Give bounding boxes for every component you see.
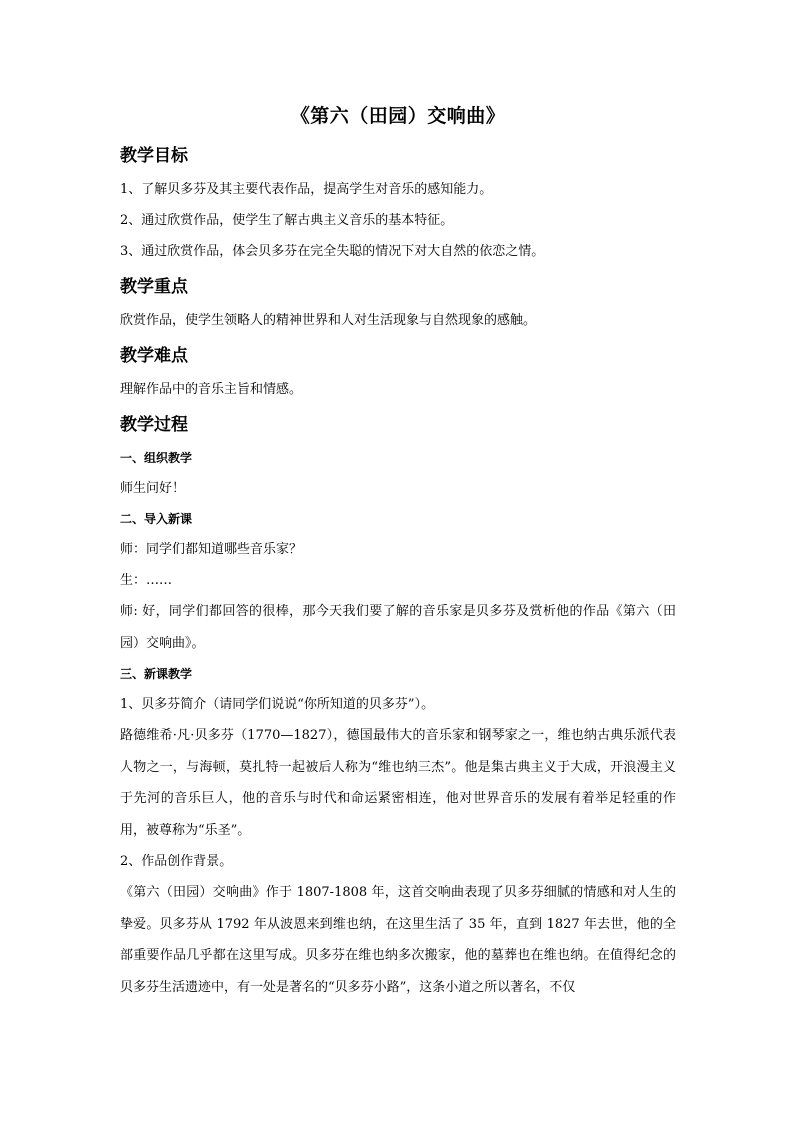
dialogue-line: 师：同学们都知道哪些音乐家？ (120, 542, 303, 557)
background-title: 2、作品创作背景。 (120, 854, 233, 869)
step-organize-text: 师生问好！ (120, 481, 186, 496)
heading-teaching-difficulty: 教学难点 (120, 346, 188, 366)
beethoven-intro-title: 1、贝多芬简介（请同学们说说“你所知道的贝多芬”）。 (120, 697, 435, 712)
step-organize-title: 一、组织教学 (120, 451, 193, 465)
goal-item: 3、通过欣赏作品，体会贝多芬在完全失聪的情况下对大自然的依恋之情。 (120, 244, 545, 259)
difficulty-text: 理解作品中的音乐主旨和情感。 (120, 382, 303, 397)
goal-item: 2、通过欣赏作品，使学生了解古典主义音乐的基本特征。 (120, 213, 454, 228)
heading-teaching-process: 教学过程 (120, 415, 188, 435)
goal-item: 1、了解贝多芬及其主要代表作品，提高学生对音乐的感知能力。 (120, 182, 493, 197)
heading-teaching-focus: 教学重点 (120, 277, 188, 297)
dialogue-line: 师: 好，同学们都回答的很棒，那今天我们要了解的音乐家是贝多芬及赏析他的作品《第六（田园）交响曲》。 (120, 604, 676, 651)
document-content (120, 100, 676, 1003)
step-new-lesson-title: 三、新课教学 (120, 667, 193, 681)
background-text: 《第六（田园）交响曲》作于 1807-1808 年，这首交响曲表现了贝多芬细腻的情感和对人生的挚爱。贝多芬从 1792 年从波恩来到维也纳，在这里生活了 35 年，直到 1827 年去世，他的全部重要作品几乎都在这里写成。贝多芬在维也纳多次搬家，他的墓葬也在维也纳。在值得纪念的贝多芬生活遗迹中，有一处是著名的“贝多芬小路”，这条小道之所以著名，不仅 (120, 885, 676, 995)
focus-text: 欣赏作品，使学生领略人的精神世界和人对生活现象与自然现象的感触。 (120, 313, 537, 328)
beethoven-intro-text: 路德维希·凡·贝多芬（1770—1827），德国最伟大的音乐家和钢琴家之一，维也纳古典乐派代表人物之一，与海顿，莫扎特一起被后人称为“维也纳三杰”。他是集古典主义于大成，开浪漫主义于先河的音乐巨人，他的音乐与时代和命运紧密相连，他对世界音乐的发展有着举足轻重的作用，被尊称为“乐圣”。 (120, 728, 676, 838)
dialogue-line: 生：…… (120, 573, 173, 588)
document-title: 《第六（田园）交响曲》 (290, 105, 506, 127)
heading-teaching-goals: 教学目标 (120, 146, 188, 166)
step-intro-title: 二、导入新课 (120, 512, 193, 526)
